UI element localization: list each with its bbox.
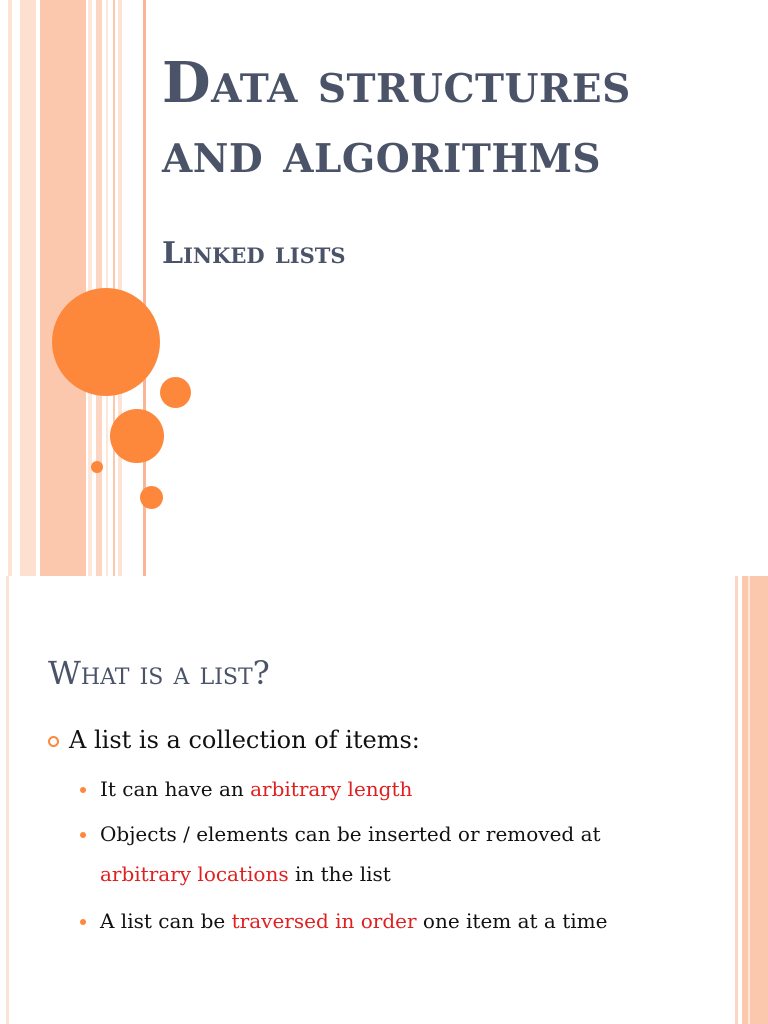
decorative-circle [160,377,191,408]
decorative-stripe [88,0,92,576]
bullet-text: A list is a collection of items: [69,726,420,754]
dot-bullet-icon [80,919,86,925]
slide-title [162,48,752,188]
text-segment: It can have an [100,777,251,801]
decorative-stripe [735,576,738,1024]
highlighted-text: traversed in order [231,909,417,933]
decorative-circle [140,486,163,509]
decorative-stripe [40,0,86,576]
decorative-stripe [742,576,768,1024]
decorative-stripe [6,576,9,1024]
sub-bullet-item [80,769,660,809]
text-segment: A list can be [100,909,232,933]
bullet-item [48,726,420,754]
decorative-stripe [748,576,750,1024]
decorative-stripe [8,0,12,576]
decorative-stripe [20,0,36,576]
text-segment: in the list [288,862,391,886]
decorative-stripe [118,0,122,576]
text-segment: one item at a time [416,909,608,933]
text-segment: Objects / elements can be inserted or removed at [100,822,601,846]
ring-bullet-icon [48,736,59,747]
dot-bullet-icon [80,832,86,838]
slide-title-line-2: and algorithms [162,120,602,186]
content-slide [0,576,768,1024]
decorative-circle [91,461,103,473]
sub-bullet-text [100,769,660,809]
slide-heading: What is a list? [48,654,270,692]
highlighted-text: arbitrary locations [100,862,289,886]
sub-bullet-text [100,901,660,941]
sub-bullet-item [80,901,660,941]
sub-bullet-item [80,814,660,894]
sub-bullet-text [100,814,660,894]
slide-subtitle: Linked lists [162,236,346,271]
decorative-circle [52,288,160,396]
dot-bullet-icon [80,787,86,793]
decorative-circle [110,409,164,463]
slide-title-line-1: Data structures [162,50,631,116]
highlighted-text: arbitrary length [250,777,413,801]
